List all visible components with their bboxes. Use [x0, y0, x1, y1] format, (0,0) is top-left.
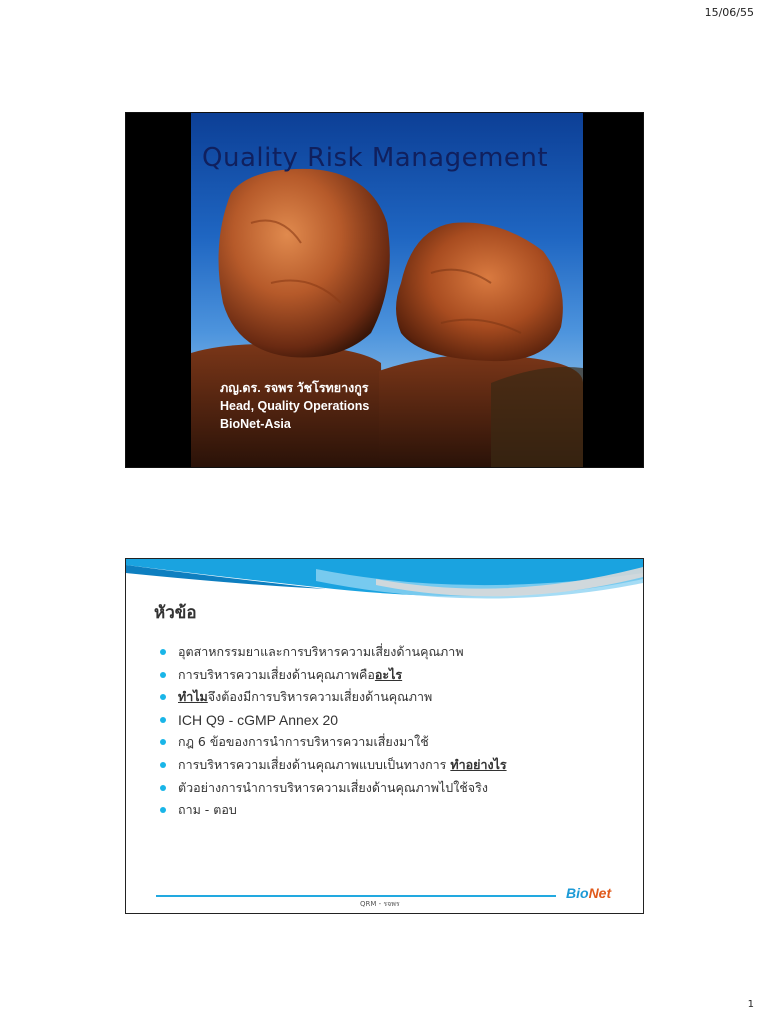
page-date: 15/06/55	[704, 6, 754, 19]
author-org: BioNet-Asia	[220, 417, 291, 431]
bionet-logo: BioNet	[566, 885, 612, 901]
author-block	[220, 379, 369, 433]
agenda-item: กฎ 6 ข้อของการนำการบริหารความเสี่ยงมาใช้	[158, 731, 507, 754]
bullet-icon	[160, 672, 166, 678]
title-slide	[125, 112, 644, 468]
slide-title: Quality Risk Management	[202, 143, 549, 173]
bullet-icon	[160, 649, 166, 655]
header-swoosh	[126, 559, 643, 619]
agenda-item: การบริหารความเสี่ยงด้านคุณภาพแบบเป็นทางการ ทำอย่างไร	[158, 754, 507, 777]
bullet-icon	[160, 807, 166, 813]
agenda-list	[158, 641, 507, 822]
agenda-item: ICH Q9 - cGMP Annex 20	[158, 709, 507, 732]
agenda-heading: หัวข้อ	[154, 603, 197, 623]
agenda-item: อุตสาหกรรมยาและการบริหารความเสี่ยงด้านคุณภาพ	[158, 641, 507, 664]
agenda-item: ทำไมจึงต้องมีการบริหารความเสี่ยงด้านคุณภาพ	[158, 686, 507, 709]
agenda-slide	[125, 558, 644, 914]
bullet-icon	[160, 717, 166, 723]
slide-footer-text: QRM - รจพร	[360, 900, 400, 908]
agenda-item: ตัวอย่างการนำการบริหารความเสี่ยงด้านคุณภาพไปใช้จริง	[158, 777, 507, 800]
page-number: 1	[747, 999, 754, 1010]
bullet-icon	[160, 739, 166, 745]
bullet-icon	[160, 694, 166, 700]
bullet-icon	[160, 785, 166, 791]
footer-divider	[156, 895, 556, 897]
bullet-icon	[160, 762, 166, 768]
author-role: Head, Quality Operations	[220, 399, 370, 413]
author-name: ภญ.ดร. รจพร วัชโรทยางกูร	[220, 381, 369, 395]
agenda-item: ถาม - ตอบ	[158, 799, 507, 822]
agenda-item: การบริหารความเสี่ยงด้านคุณภาพคืออะไร	[158, 664, 507, 687]
